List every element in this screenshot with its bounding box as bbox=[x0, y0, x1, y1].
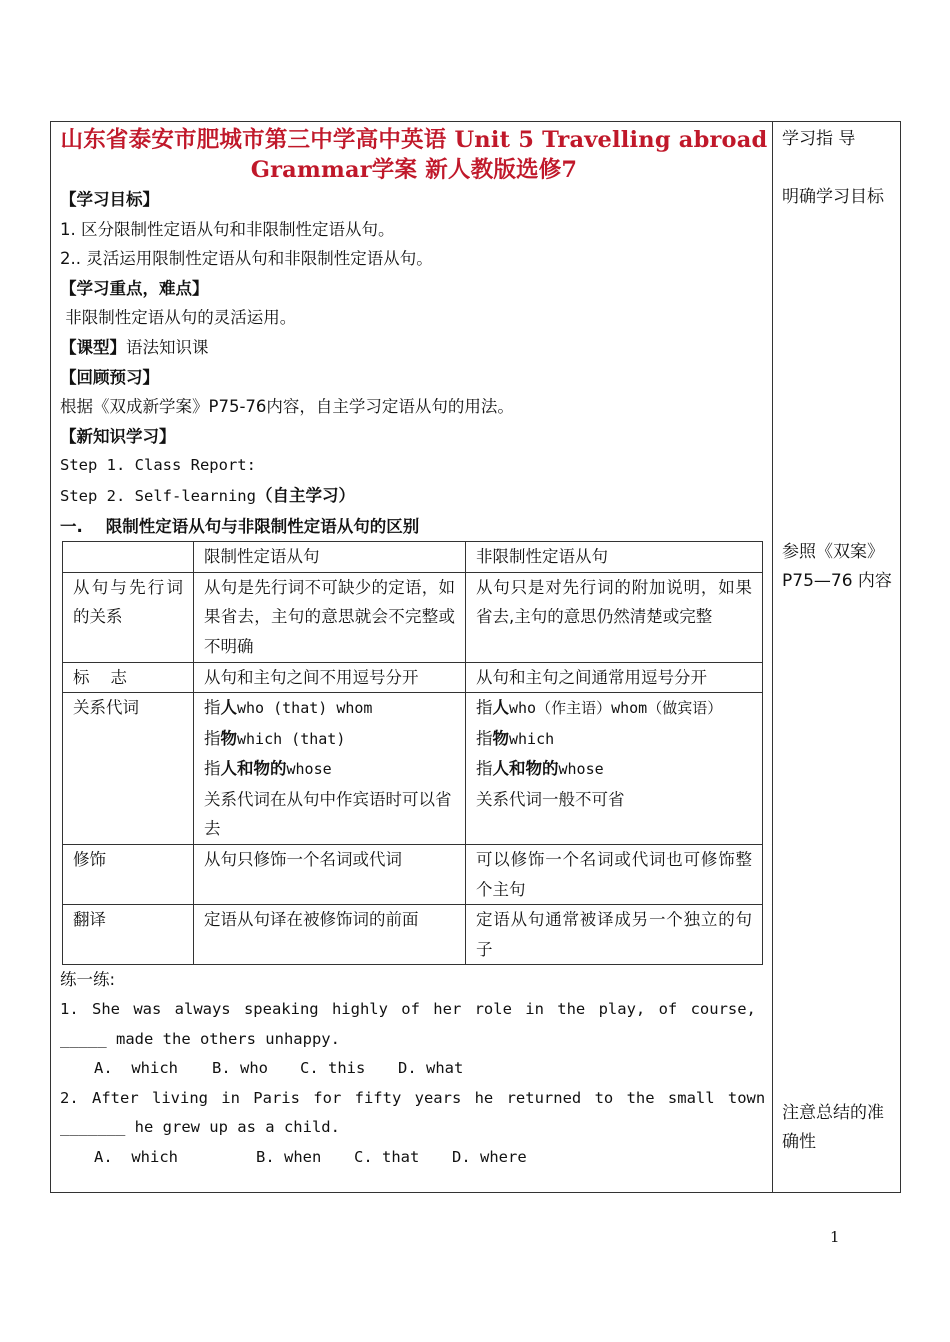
pronoun-prefix: 指 bbox=[204, 698, 221, 718]
sidebar-goal: 明确学习目标 bbox=[782, 187, 884, 207]
comparison-table bbox=[62, 541, 763, 965]
option: D. where bbox=[452, 1148, 527, 1166]
pronoun-target: 人和物的 bbox=[492, 759, 559, 779]
pronoun-target: 人和物的 bbox=[220, 759, 287, 779]
nonrestrictive-cell: 定语从句通常被译成另一个独立的句子 bbox=[466, 905, 763, 965]
question-1-line-2: _____ made the others unhappy. bbox=[60, 1029, 340, 1048]
question-1-options bbox=[60, 1054, 768, 1084]
nonrestrictive-cell: 可以修饰一个名词或代词也可修饰整个主句 bbox=[466, 845, 763, 905]
focus-heading: 【学习重点，难点】 bbox=[60, 278, 209, 298]
nonrestrictive-cell bbox=[466, 693, 763, 845]
nonrestrictive-cell: 从句和主句之间通常用逗号分开 bbox=[466, 662, 763, 693]
row-label: 标 志 bbox=[63, 662, 194, 693]
table-header-cell: 非限制性定语从句 bbox=[466, 542, 763, 573]
option: A. which bbox=[94, 1148, 178, 1166]
pronoun-target: 物 bbox=[220, 728, 237, 748]
pronoun-line bbox=[204, 693, 455, 724]
pronoun-line bbox=[476, 754, 752, 785]
practice-heading: 练一练: bbox=[60, 970, 116, 990]
pronoun-line bbox=[204, 724, 455, 755]
restrictive-cell: 从句是先行词不可缺少的定语，如果省去，主句的意思就会不完整或不明确 bbox=[194, 572, 466, 662]
new-knowledge-heading: 【新知识学习】 bbox=[60, 426, 176, 446]
table-header-row bbox=[63, 542, 763, 573]
table-header-cell bbox=[63, 542, 194, 573]
table-row bbox=[63, 845, 763, 905]
pronoun-line bbox=[476, 693, 752, 724]
question-2-line-1: 2. After living in Paris for fifty years he returned to the small town bbox=[60, 1088, 766, 1107]
pronoun-prefix: 指 bbox=[204, 759, 221, 779]
type-heading: 【课型】 bbox=[60, 337, 126, 357]
step-2-en: Step 2. Self-learning bbox=[60, 486, 256, 505]
review-heading: 【回顾预习】 bbox=[60, 367, 159, 387]
row-label: 关系代词 bbox=[63, 693, 194, 845]
question-1-line-1: 1. She was always speaking highly of her role in the play, of course, bbox=[60, 1000, 756, 1019]
question-2-options bbox=[60, 1143, 768, 1173]
table-row bbox=[63, 662, 763, 693]
pronoun-words: which (that) bbox=[237, 729, 346, 748]
page-number: 1 bbox=[830, 1228, 840, 1246]
option: D. what bbox=[398, 1059, 464, 1078]
pronoun-words: who (that) whom bbox=[237, 699, 373, 718]
row-label: 翻译 bbox=[63, 905, 194, 965]
step-1: Step 1. Class Report: bbox=[60, 456, 256, 475]
pronoun-words: which bbox=[509, 729, 555, 748]
option: B. when bbox=[256, 1148, 322, 1166]
restrictive-cell: 从句只修饰一个名词或代词 bbox=[194, 845, 466, 905]
table-header-cell: 限制性定语从句 bbox=[194, 542, 466, 573]
lesson-type bbox=[60, 333, 768, 363]
option: C. that bbox=[354, 1148, 420, 1166]
table-row bbox=[63, 905, 763, 965]
table-row bbox=[63, 693, 763, 845]
pronoun-prefix: 指 bbox=[204, 728, 221, 748]
restrictive-cell: 从句和主句之间不用逗号分开 bbox=[194, 662, 466, 693]
pronoun-note: 关系代词在从句中作宾语时可以省去 bbox=[204, 789, 452, 839]
row-label: 从句与先行词的关系 bbox=[63, 572, 194, 662]
question-2-line-2: _______ he grew up as a child. bbox=[60, 1118, 340, 1137]
pronoun-words: whose bbox=[558, 760, 604, 779]
pronoun-prefix: 指 bbox=[476, 698, 493, 718]
sidebar-note: 注意总结的准确性 bbox=[782, 1103, 884, 1152]
pronoun-target: 物 bbox=[492, 728, 509, 748]
sidebar-guide: 学习指 导 bbox=[782, 129, 856, 149]
nonrestrictive-cell: 从句只是对先行词的附加说明，如果省去,主句的意思仍然清楚或完整 bbox=[466, 572, 763, 662]
pronoun-target: 人 bbox=[492, 698, 509, 718]
pronoun-prefix: 指 bbox=[476, 759, 493, 779]
table-row bbox=[63, 572, 763, 662]
restrictive-cell: 定语从句译在被修饰词的前面 bbox=[194, 905, 466, 965]
objective-2: 2.. 灵活运用限制性定语从句和非限制性定语从句。 bbox=[60, 249, 433, 269]
document-title: 山东省泰安市肥城市第三中学高中英语 Unit 5 Travelling abroad Grammar学案 新人教版选修7 bbox=[60, 127, 768, 183]
objective-1: 1. 区分限制性定语从句和非限制性定语从句。 bbox=[60, 219, 395, 239]
pronoun-line bbox=[204, 754, 455, 785]
option: C. this bbox=[300, 1059, 366, 1078]
worksheet-frame bbox=[50, 121, 901, 1193]
pronoun-target: 人 bbox=[220, 698, 237, 718]
sidebar-reference: 参照《双案》P75—76 内容 bbox=[782, 542, 892, 591]
step-2-cn: （自主学习） bbox=[255, 485, 355, 505]
step-2 bbox=[60, 481, 768, 512]
pronoun-words: whose bbox=[286, 760, 332, 779]
sidebar-divider bbox=[772, 122, 773, 1192]
pronoun-prefix: 指 bbox=[476, 728, 493, 748]
objectives-heading: 【学习目标】 bbox=[60, 190, 159, 209]
option: A. which bbox=[94, 1059, 178, 1078]
focus-text: 非限制性定语从句的灵活运用。 bbox=[60, 308, 297, 328]
part-1-heading: 一. 限制性定语从句与非限制性定语从句的区别 bbox=[60, 516, 420, 536]
pronoun-note: 关系代词一般不可省 bbox=[476, 789, 625, 809]
type-text: 语法知识课 bbox=[126, 337, 209, 357]
pronoun-words: who（作主语）whom（做宾语） bbox=[509, 699, 723, 718]
row-label: 修饰 bbox=[63, 845, 194, 905]
review-text: 根据《双成新学案》P75-76内容，自主学习定语从句的用法。 bbox=[60, 397, 514, 417]
main-content bbox=[60, 122, 768, 1173]
restrictive-cell bbox=[194, 693, 466, 845]
pronoun-line bbox=[476, 724, 752, 755]
option: B. who bbox=[212, 1059, 268, 1078]
